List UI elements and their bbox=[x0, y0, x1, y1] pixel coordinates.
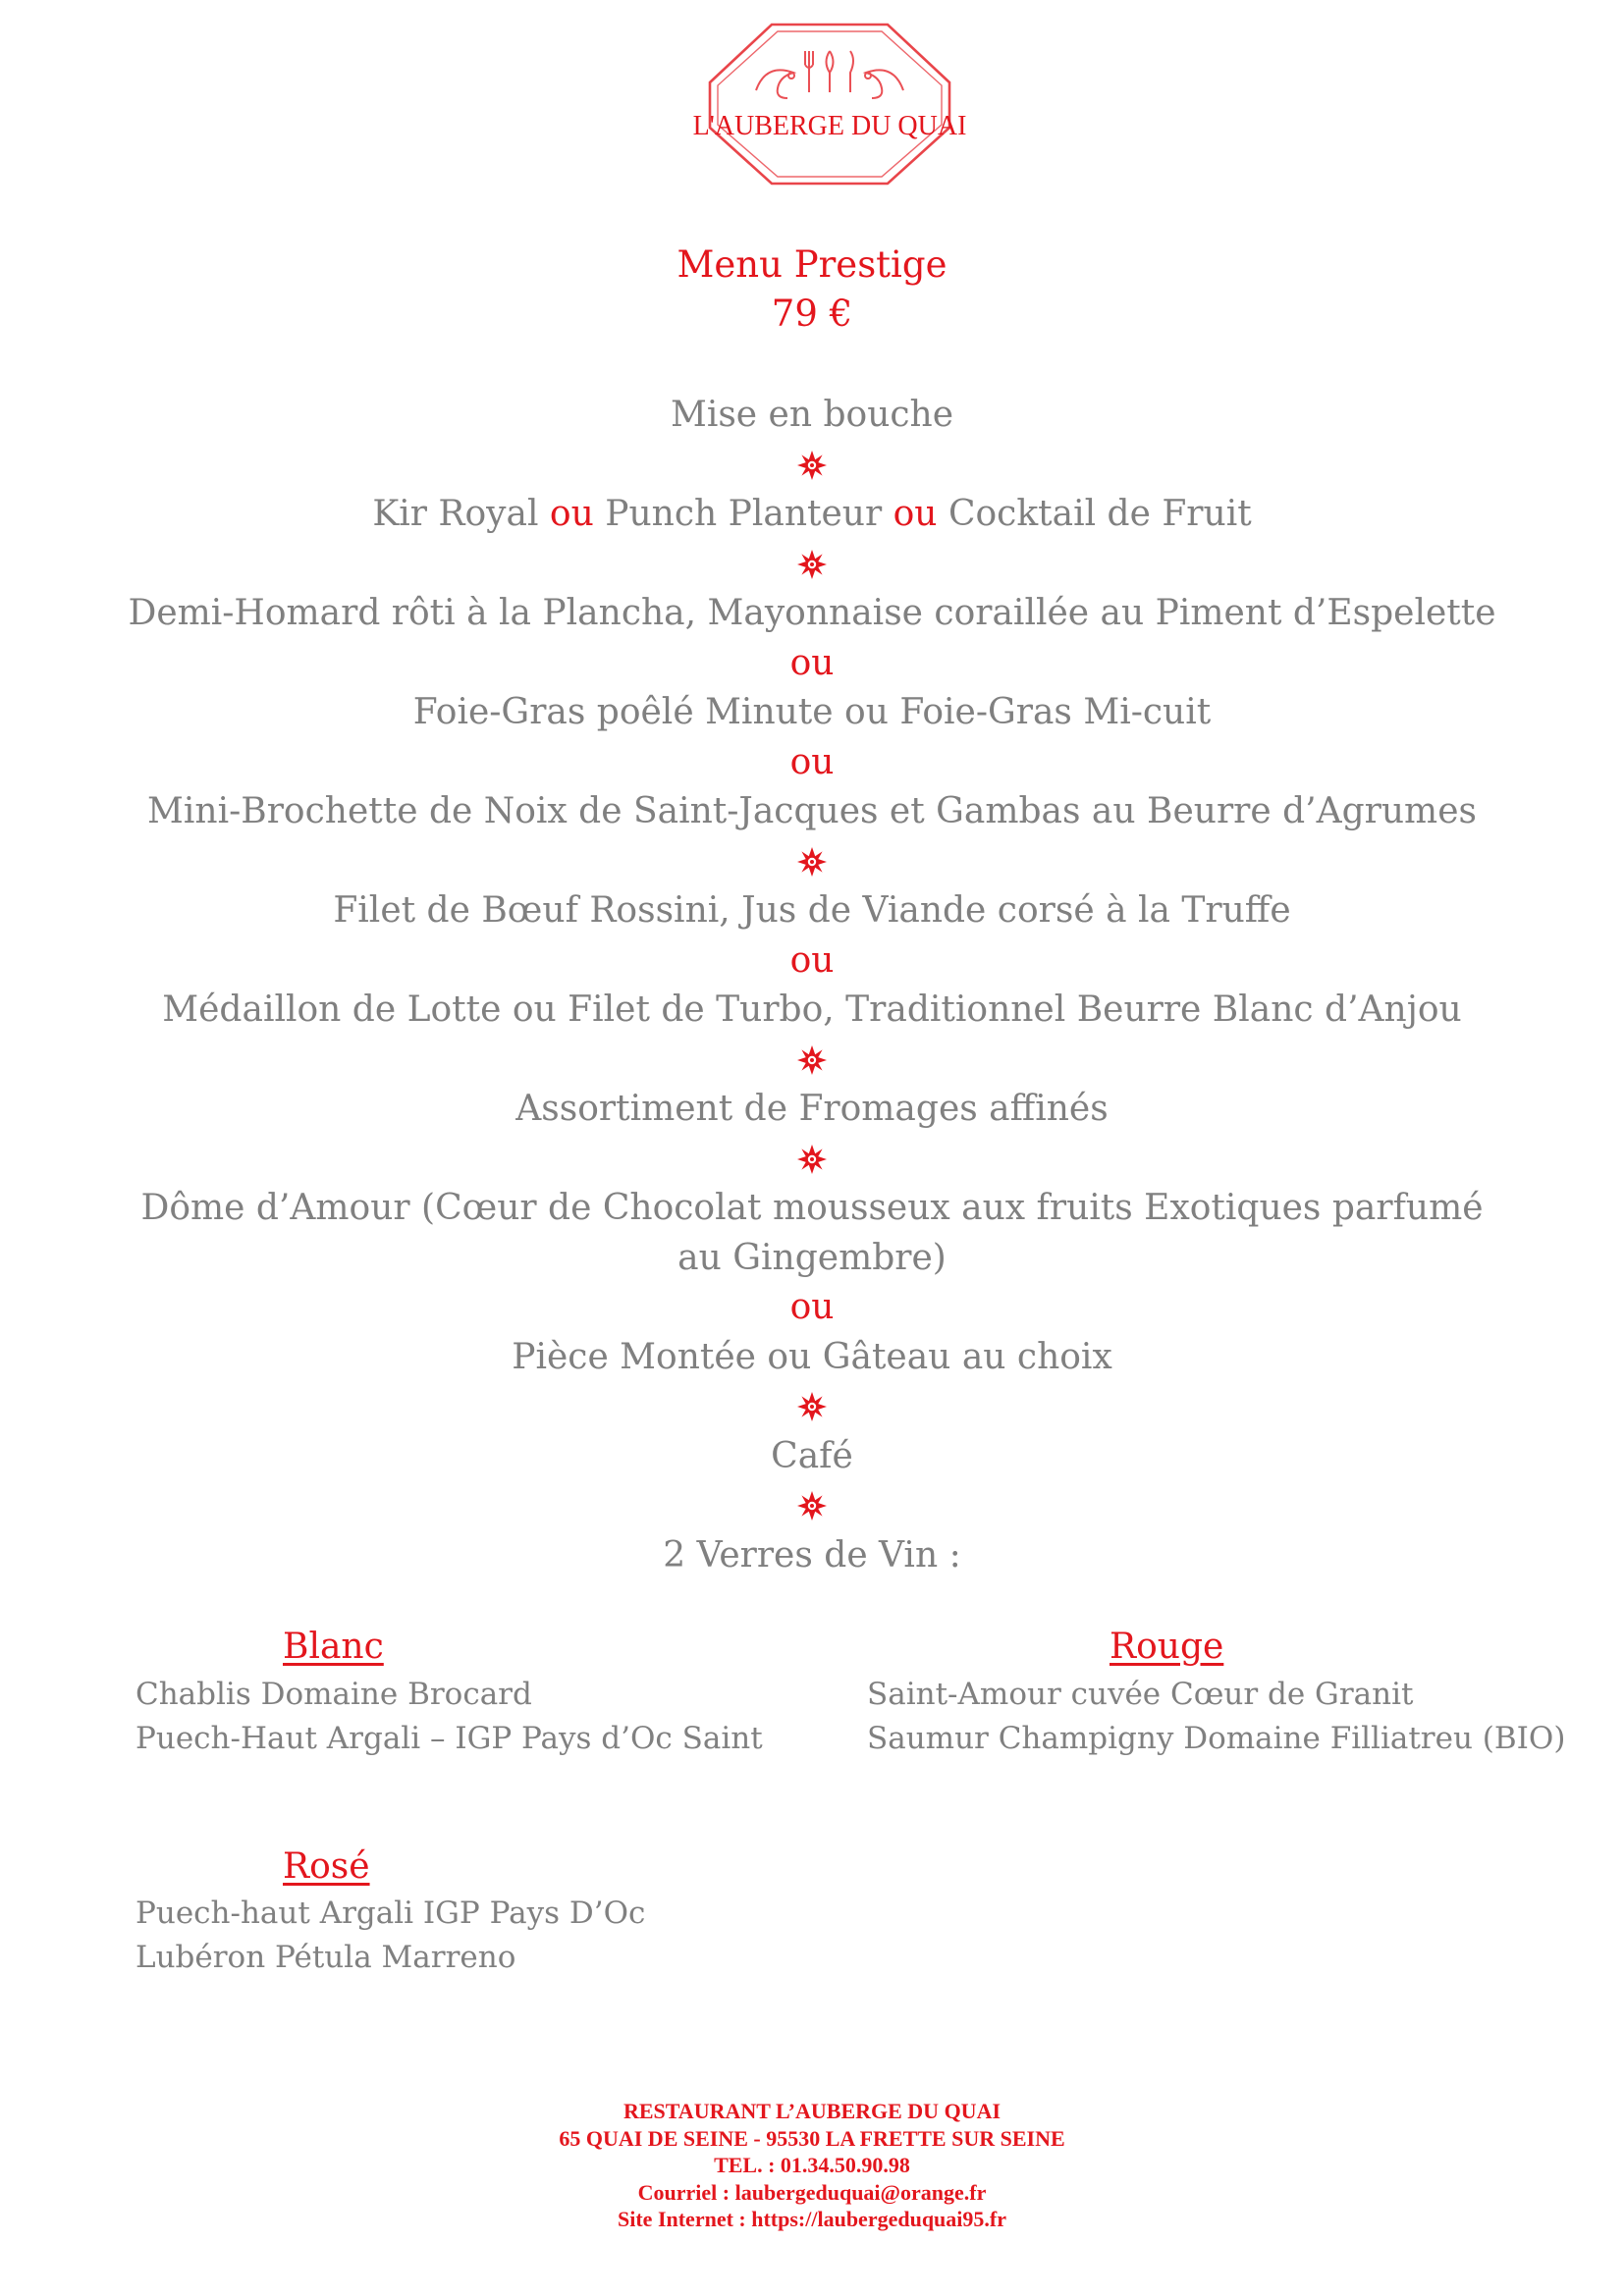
menu-header bbox=[0, 240, 1624, 339]
wine-list-rose bbox=[135, 1892, 645, 1980]
aperitif-cocktail: Cocktail de Fruit bbox=[947, 494, 1252, 534]
separator bbox=[0, 1481, 1624, 1531]
dessert-piece-montee: Pièce Montée ou Gâteau au choix bbox=[512, 1336, 1112, 1377]
footer-email: Courriel : laubergeduquai@orange.fr bbox=[637, 2179, 987, 2205]
or-connector: ou bbox=[789, 939, 835, 981]
course-aperitif bbox=[0, 490, 1624, 540]
menu-courses bbox=[0, 391, 1624, 1580]
menu-title: Menu Prestige bbox=[677, 243, 947, 286]
separator bbox=[0, 837, 1624, 887]
wine-item: Puech-Haut Argali – IGP Pays d’Oc Saint bbox=[135, 1721, 763, 1756]
main-fish: Médaillon de Lotte ou Filet de Turbo, Traditionnel Beurre Blanc d’Anjou bbox=[162, 989, 1462, 1030]
restaurant-logo bbox=[692, 22, 967, 187]
menu-price: 79 € bbox=[771, 293, 853, 335]
dessert-dome-line-2: au Gingembre) bbox=[677, 1237, 947, 1278]
aperitif-punch: Punch Planteur bbox=[605, 494, 883, 534]
wine-heading-white: Blanc bbox=[283, 1627, 384, 1667]
starburst-icon bbox=[796, 1144, 828, 1175]
separator bbox=[0, 441, 1624, 491]
or-connector: ou bbox=[789, 741, 835, 782]
separator bbox=[0, 540, 1624, 590]
wine-list-red bbox=[867, 1673, 1565, 1761]
footer-contact bbox=[0, 2098, 1624, 2233]
main-beef-rossini: Filet de Bœuf Rossini, Jus de Viande corsé à la Truffe bbox=[333, 890, 1291, 931]
course-cheese: Assortiment de Fromages affinés bbox=[515, 1089, 1109, 1129]
wine-intro: 2 Verres de Vin : bbox=[663, 1534, 961, 1575]
footer-website: Site Internet : https://laubergeduquai95.fr bbox=[618, 2207, 1006, 2231]
wine-heading-rose: Rosé bbox=[283, 1846, 370, 1887]
separator bbox=[0, 1382, 1624, 1432]
starter-foie-gras: Foie-Gras poêlé Minute ou Foie-Gras Mi-cuit bbox=[412, 692, 1212, 732]
starburst-icon bbox=[796, 1044, 828, 1076]
starburst-icon bbox=[796, 1391, 828, 1422]
wine-heading-red: Rouge bbox=[1110, 1627, 1224, 1667]
starburst-icon bbox=[796, 846, 828, 878]
or-connector: ou bbox=[893, 494, 938, 534]
logo-text: L'AUBERGE DU QUAI bbox=[692, 111, 967, 141]
wine-item: Puech-haut Argali IGP Pays D’Oc bbox=[135, 1896, 646, 1931]
starburst-icon bbox=[796, 1490, 828, 1522]
course-amuse-bouche: Mise en bouche bbox=[670, 395, 954, 435]
or-connector: ou bbox=[789, 1287, 835, 1327]
wine-item: Saumur Champigny Domaine Filliatreu (BIO) bbox=[867, 1721, 1566, 1756]
wine-item: Chablis Domaine Brocard bbox=[135, 1677, 532, 1712]
wine-list-white bbox=[135, 1673, 763, 1761]
or-connector: ou bbox=[549, 494, 594, 534]
dessert-dome-line-1: Dôme d’Amour (Cœur de Chocolat mousseux aux fruits Exotiques parfumé bbox=[140, 1188, 1484, 1228]
footer-restaurant-name: RESTAURANT L’AUBERGE DU QUAI bbox=[623, 2099, 1001, 2123]
aperitif-kir: Kir Royal bbox=[372, 494, 539, 534]
wine-item: Lubéron Pétula Marreno bbox=[135, 1940, 516, 1975]
separator bbox=[0, 1036, 1624, 1086]
separator bbox=[0, 1135, 1624, 1185]
starburst-icon bbox=[796, 549, 828, 580]
starter-lobster: Demi-Homard rôti à la Plancha, Mayonnaise coraillée au Piment d’Espelette bbox=[128, 593, 1496, 633]
wine-item: Saint-Amour cuvée Cœur de Granit bbox=[867, 1677, 1414, 1712]
starter-brochette: Mini-Brochette de Noix de Saint-Jacques et Gambas au Beurre d’Agrumes bbox=[147, 791, 1477, 831]
course-coffee: Café bbox=[771, 1435, 853, 1476]
footer-address: 65 QUAI DE SEINE - 95530 LA FRETTE SUR SEINE bbox=[559, 2125, 1065, 2151]
starburst-icon bbox=[796, 450, 828, 481]
or-connector: ou bbox=[789, 642, 835, 683]
footer-phone: TEL. : 01.34.50.90.98 bbox=[714, 2153, 910, 2177]
